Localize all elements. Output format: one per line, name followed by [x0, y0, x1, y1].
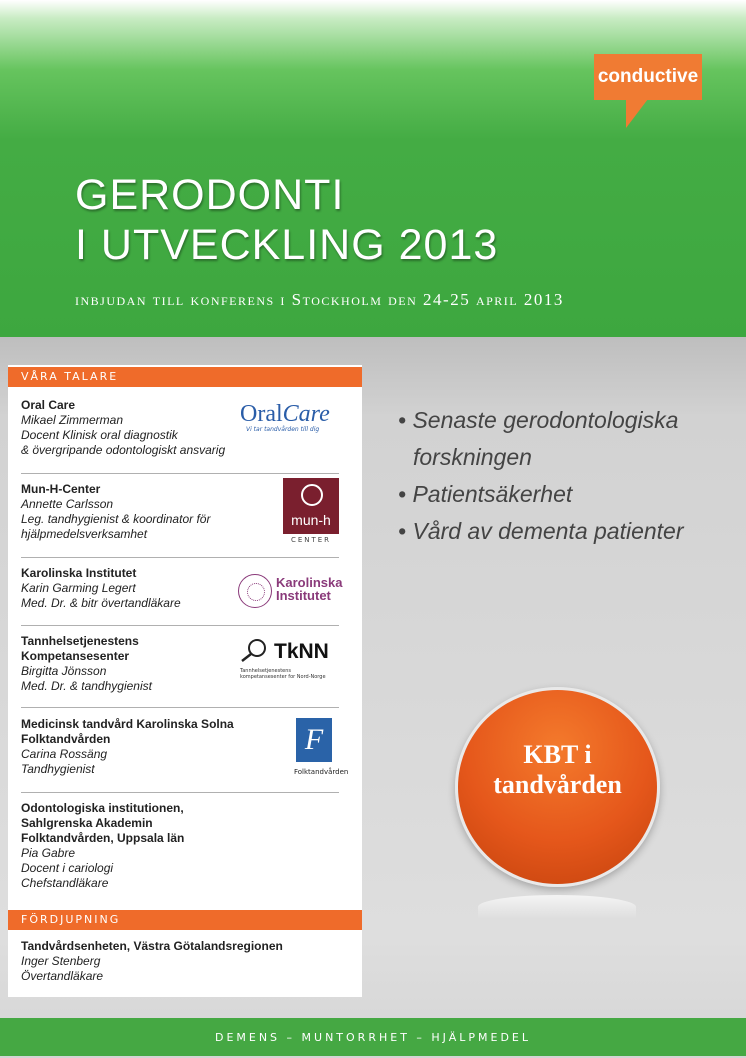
oralcare-logo-text-a: Oral: [240, 401, 283, 427]
oralcare-logo-text-b: Care: [282, 401, 330, 427]
oralcare-tagline: Vi tar tandvården till dig: [246, 426, 320, 433]
karolinska-logo-text-b: Institutet: [276, 588, 331, 603]
speaker-org: Oral Care: [21, 398, 76, 412]
speaker-title: Leg. tandhygienist & koordinator för: [21, 512, 211, 526]
mun-h-logo: [283, 478, 339, 544]
separator: [21, 707, 339, 708]
folktandvarden-logo: [294, 718, 349, 782]
karolinska-logo-text-a: Karolinska: [276, 575, 343, 590]
kbt-badge-text: [455, 740, 660, 800]
speaker-deepening: [21, 939, 341, 984]
speaker-name: Pia Gabre: [21, 846, 76, 860]
footer-banner: DEMENS – MUNTORRHET – HJÄLPMEDEL: [0, 1018, 746, 1056]
header-banner: [0, 0, 746, 337]
topic-item: • Patientsäkerhet: [398, 476, 738, 513]
speaker-name: Birgitta Jönsson: [21, 664, 107, 678]
logo-speech-tail: [626, 99, 648, 128]
folktandvarden-logo-text: Folktandvården: [294, 768, 349, 776]
separator: [21, 625, 339, 626]
speaker-org: Folktandvården: [21, 732, 111, 746]
tknn-logo-sub-a: Tannhelsetjenestens: [240, 668, 292, 674]
title-line-1: GERODONTI: [75, 171, 345, 219]
speaker-name: Mikael Zimmerman: [21, 413, 124, 427]
separator: [21, 792, 339, 793]
speaker-karolinska-solna: [21, 717, 341, 777]
speaker-title: Övertandläkare: [21, 969, 104, 983]
speaker-title: Docent Klinisk oral diagnostik: [21, 428, 178, 442]
mun-h-circle-icon: [301, 484, 323, 506]
speaker-org: Tannhelsetjenestens: [21, 634, 139, 648]
speaker-title: & övergripande odontologiskt ansvarig: [21, 443, 226, 457]
speaker-org: Kompetansesenter: [21, 649, 130, 663]
speaker-org: Odontologiska institutionen,: [21, 801, 184, 815]
speaker-org: Tandvårdsenheten, Västra Götalandsregionen: [21, 939, 283, 953]
karolinska-logo: [238, 572, 342, 612]
badge-reflection: [478, 895, 636, 919]
speaker-title: Chefstandläkare: [21, 876, 109, 890]
speaker-org: Sahlgrenska Akademin: [21, 816, 153, 830]
tknn-logo-text: TkNN: [274, 640, 329, 663]
speaker-title: Med. Dr. & bitr övertandläkare: [21, 596, 181, 610]
speaker-title: Tandhygienist: [21, 762, 95, 776]
speaker-odontologiska: [21, 801, 341, 891]
tknn-logo-sub-b: kompetansesenter for Nord-Norge: [240, 674, 326, 680]
speaker-org: Mun-H-Center: [21, 482, 101, 496]
title-line-2: I UTVECKLING 2013: [75, 221, 499, 269]
magnifier-tooth-icon: [240, 638, 270, 662]
oralcare-logo: [240, 402, 342, 436]
separator: [21, 473, 339, 474]
speaker-org: Karolinska Institutet: [21, 566, 137, 580]
speaker-org: Folktandvården, Uppsala län: [21, 831, 185, 845]
badge-line-2: tandvården: [493, 770, 622, 799]
separator: [21, 557, 339, 558]
speaker-title: Med. Dr. & tandhygienist: [21, 679, 152, 693]
mun-h-logo-sub: CENTER: [290, 536, 332, 544]
tknn-logo: [240, 638, 342, 684]
mun-h-logo-text: mun-h: [291, 512, 331, 528]
topic-list: [398, 402, 738, 550]
speaker-name: Carina Rossäng: [21, 747, 108, 761]
speaker-name: Inger Stenberg: [21, 954, 101, 968]
ft-monogram-icon: F: [296, 718, 332, 762]
speaker-name: Annette Carlsson: [21, 497, 114, 511]
page-title: [75, 170, 498, 270]
karolinska-seal-icon: [238, 574, 272, 608]
subtitle: inbjudan till konferens i Stockholm den 24-25 april 2013: [75, 290, 564, 309]
logo-text: conductive: [597, 66, 699, 87]
section-heading-deepening: FÖRDJUPNING: [8, 910, 362, 930]
badge-line-1: KBT i: [523, 740, 592, 769]
topic-item: • Vård av dementa patienter: [398, 513, 738, 550]
topic-item: • Senaste gerodontologiska forskningen: [398, 402, 738, 476]
section-heading-speakers: VÅRA TALARE: [8, 367, 362, 387]
speaker-name: Karin Garming Legert: [21, 581, 136, 595]
speaker-title: Docent i cariologi: [21, 861, 114, 875]
speaker-org: Medicinsk tandvård Karolinska Solna: [21, 717, 234, 731]
speaker-title: hjälpmedelsverksamhet: [21, 527, 148, 541]
